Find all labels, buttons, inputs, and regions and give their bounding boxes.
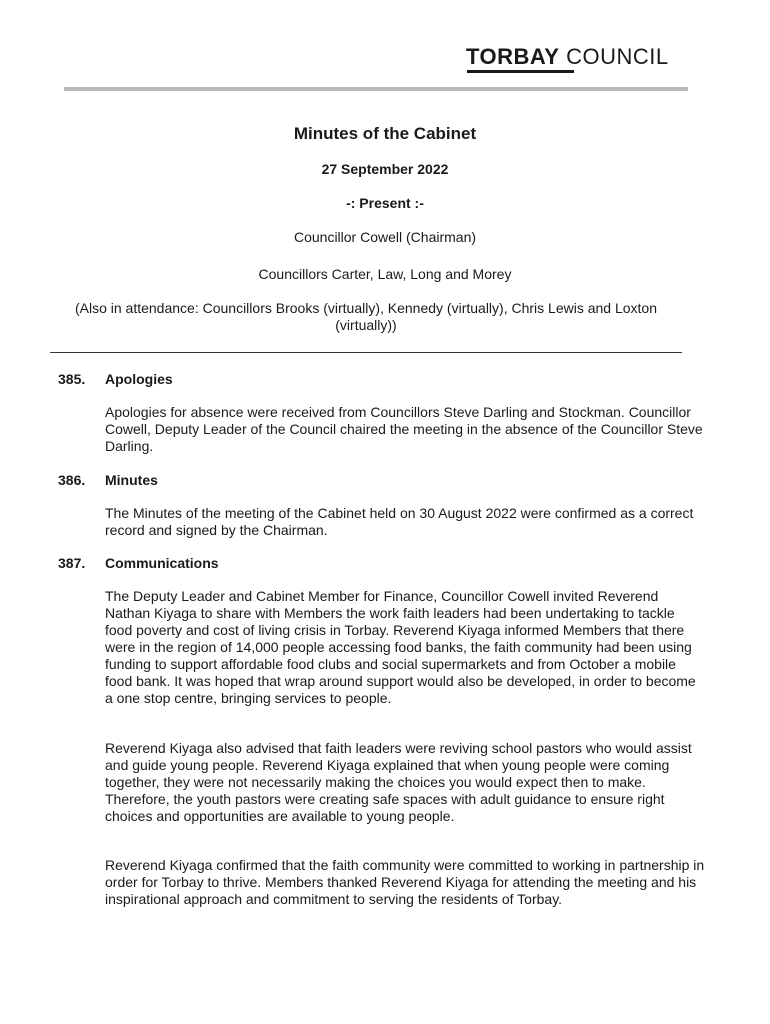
section-divider: [50, 352, 682, 353]
logo-bold-text: TORBAY: [466, 44, 560, 69]
item-title: Minutes: [105, 472, 158, 488]
item-heading-apologies: [58, 371, 173, 387]
page-title: Minutes of the Cabinet: [293, 124, 477, 143]
header-divider: [64, 87, 688, 91]
item-title: Communications: [105, 555, 219, 571]
item-number: 387.: [58, 555, 86, 571]
item-paragraph: Apologies for absence were received from Councillors Steve Darling and Stockman. Councillor Cowell, Deputy Leader of the Council chaired the meeting in the absence of the Councillor Steve Darling.: [105, 404, 703, 454]
item-heading-communications: [58, 555, 219, 571]
item-paragraph: Reverend Kiyaga also advised that faith leaders were reviving school pastors who would assist and guide young people. Reverend Kiyaga explained that when young people were coming together, they were not necessarily making the choices you would expect then to make. Therefore, the youth pastors were creating safe spaces with adult guidance to ensure right choices and opportunities are available to young people.: [105, 740, 692, 824]
chairman: Councillor Cowell (Chairman): [293, 229, 477, 245]
item-title: Apologies: [105, 371, 173, 387]
meeting-date: 27 September 2022: [321, 161, 449, 177]
present-label: -: Present :-: [346, 195, 424, 211]
item-number: 385.: [58, 371, 86, 387]
logo-underline: [467, 70, 574, 73]
item-paragraph: The Deputy Leader and Cabinet Member for Finance, Councillor Cowell invited Reverend Nathan Kiyaga to share with Members the work faith leaders had been undertaking to tackle food poverty and cost of living crisis in Torbay. Reverend Kiyaga informed Members that there were in the region of 14,000 people accessing food banks, the faith community had been using funding to support affordable food clubs and social supermarkets and from October a mobile food bank. It was hoped that wrap around support would also be developed, in order to become a one stop centre, bringing services to people.: [105, 588, 696, 706]
also-in-attendance: (Also in attendance: Councillors Brooks (virtually), Kennedy (virtually), Chris Lewis and Loxton (virtually)): [74, 300, 658, 333]
item-heading-minutes: [58, 472, 158, 488]
council-logo: [466, 44, 669, 70]
logo-regular-text: COUNCIL: [566, 44, 669, 69]
item-number: 386.: [58, 472, 86, 488]
item-paragraph: Reverend Kiyaga confirmed that the faith community were committed to working in partnership in order for Torbay to thrive. Members thanked Reverend Kiyaga for attending the meeting and his inspirational approach and commitment to serving the residents of Torbay.: [105, 857, 705, 907]
item-paragraph: The Minutes of the meeting of the Cabinet held on 30 August 2022 were confirmed as a correct record and signed by the Chairman.: [105, 505, 694, 538]
members-present: Councillors Carter, Law, Long and Morey: [258, 266, 512, 282]
